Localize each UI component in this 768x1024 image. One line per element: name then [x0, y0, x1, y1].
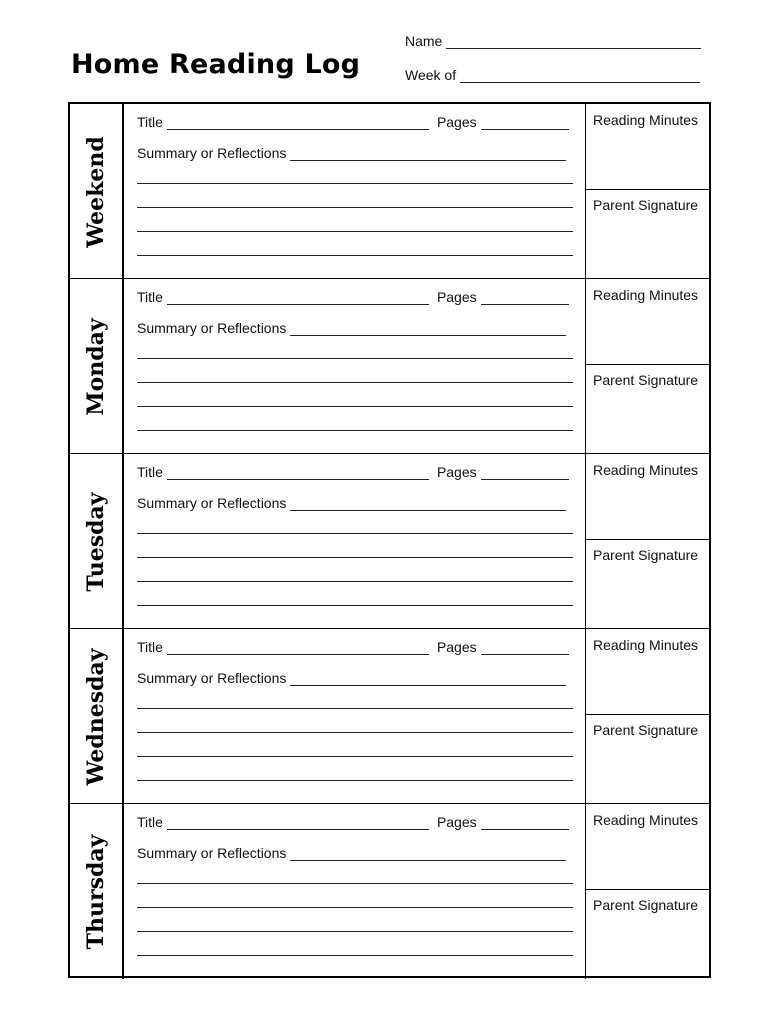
sidebar-cell	[585, 454, 709, 629]
pages-label: Pages	[436, 814, 477, 830]
title-label: Title	[137, 639, 163, 655]
writing-line[interactable]	[137, 207, 573, 208]
pages-input-line[interactable]	[481, 290, 569, 305]
parent-signature-label: Parent Signature	[593, 547, 699, 563]
summary-field[interactable]	[137, 670, 566, 686]
pages-input-line[interactable]	[481, 115, 569, 130]
pages-label: Pages	[436, 464, 477, 480]
day-cell	[70, 804, 124, 979]
name-field[interactable]	[405, 33, 701, 49]
writing-line[interactable]	[137, 183, 573, 184]
parent-signature-label: Parent Signature	[593, 197, 699, 213]
title-label: Title	[137, 289, 163, 305]
title-input-line[interactable]	[167, 290, 429, 305]
day-label: Weekend	[83, 135, 109, 248]
writing-line[interactable]	[137, 883, 573, 884]
page-title: Home Reading Log	[71, 49, 361, 80]
title-input-line[interactable]	[167, 465, 429, 480]
writing-line[interactable]	[137, 931, 573, 932]
pages-input-line[interactable]	[481, 465, 569, 480]
summary-field[interactable]	[137, 320, 566, 336]
writing-line[interactable]	[137, 358, 573, 359]
pages-label: Pages	[436, 639, 477, 655]
reading-minutes-label: Reading Minutes	[593, 637, 699, 653]
summary-label: Summary or Reflections	[137, 845, 287, 861]
day-label: Monday	[83, 317, 109, 416]
title-field[interactable]	[137, 639, 569, 655]
summary-label: Summary or Reflections	[137, 145, 287, 161]
day-cell	[70, 454, 124, 629]
title-label: Title	[137, 114, 163, 130]
writing-line[interactable]	[137, 955, 573, 956]
title-input-line[interactable]	[167, 640, 429, 655]
sidebar-cell	[585, 629, 709, 804]
writing-line[interactable]	[137, 406, 573, 407]
parent-signature-label: Parent Signature	[593, 722, 699, 738]
writing-line[interactable]	[137, 708, 573, 709]
name-label: Name	[405, 33, 443, 49]
divider	[586, 539, 709, 540]
week-label: Week of	[405, 67, 457, 83]
parent-signature-label: Parent Signature	[593, 372, 699, 388]
writing-line[interactable]	[137, 557, 573, 558]
writing-line[interactable]	[137, 732, 573, 733]
title-field[interactable]	[137, 114, 569, 130]
summary-input-line[interactable]	[290, 846, 566, 861]
day-cell	[70, 279, 124, 454]
title-input-line[interactable]	[167, 815, 429, 830]
day-row	[70, 454, 709, 629]
pages-label: Pages	[436, 289, 477, 305]
day-row	[70, 104, 709, 279]
pages-input-line[interactable]	[481, 640, 569, 655]
title-label: Title	[137, 814, 163, 830]
sidebar-cell	[585, 104, 709, 279]
divider	[586, 714, 709, 715]
sidebar-cell	[585, 279, 709, 454]
day-cell	[70, 629, 124, 804]
divider	[586, 889, 709, 890]
parent-signature-label: Parent Signature	[593, 897, 699, 913]
summary-label: Summary or Reflections	[137, 495, 287, 511]
writing-line[interactable]	[137, 581, 573, 582]
writing-line[interactable]	[137, 382, 573, 383]
writing-line[interactable]	[137, 231, 573, 232]
writing-line[interactable]	[137, 605, 573, 606]
entry-cell	[126, 629, 585, 804]
writing-line[interactable]	[137, 430, 573, 431]
divider	[586, 364, 709, 365]
title-field[interactable]	[137, 814, 569, 830]
day-cell	[70, 104, 124, 279]
entry-cell	[126, 804, 585, 979]
summary-input-line[interactable]	[290, 671, 566, 686]
summary-input-line[interactable]	[290, 146, 566, 161]
reading-log-table	[68, 102, 711, 978]
reading-minutes-label: Reading Minutes	[593, 462, 699, 478]
reading-minutes-label: Reading Minutes	[593, 812, 699, 828]
entry-cell	[126, 454, 585, 629]
title-field[interactable]	[137, 464, 569, 480]
title-field[interactable]	[137, 289, 569, 305]
writing-line[interactable]	[137, 255, 573, 256]
writing-line[interactable]	[137, 756, 573, 757]
sidebar-cell	[585, 804, 709, 979]
pages-input-line[interactable]	[481, 815, 569, 830]
week-input-line[interactable]	[460, 68, 700, 83]
day-label: Tuesday	[83, 491, 109, 592]
name-input-line[interactable]	[446, 34, 701, 49]
summary-field[interactable]	[137, 145, 566, 161]
writing-line[interactable]	[137, 533, 573, 534]
summary-input-line[interactable]	[290, 321, 566, 336]
day-label: Wednesday	[83, 647, 109, 786]
divider	[586, 189, 709, 190]
entry-cell	[126, 104, 585, 279]
writing-line[interactable]	[137, 780, 573, 781]
day-label: Thursday	[83, 834, 109, 949]
title-label: Title	[137, 464, 163, 480]
title-input-line[interactable]	[167, 115, 429, 130]
summary-input-line[interactable]	[290, 496, 566, 511]
pages-label: Pages	[436, 114, 477, 130]
week-field[interactable]	[405, 67, 700, 83]
summary-field[interactable]	[137, 845, 566, 861]
summary-label: Summary or Reflections	[137, 670, 287, 686]
reading-minutes-label: Reading Minutes	[593, 287, 699, 303]
entry-cell	[126, 279, 585, 454]
day-row	[70, 804, 709, 979]
reading-minutes-label: Reading Minutes	[593, 112, 699, 128]
day-row	[70, 279, 709, 454]
summary-label: Summary or Reflections	[137, 320, 287, 336]
summary-field[interactable]	[137, 495, 566, 511]
writing-line[interactable]	[137, 907, 573, 908]
day-row	[70, 629, 709, 804]
